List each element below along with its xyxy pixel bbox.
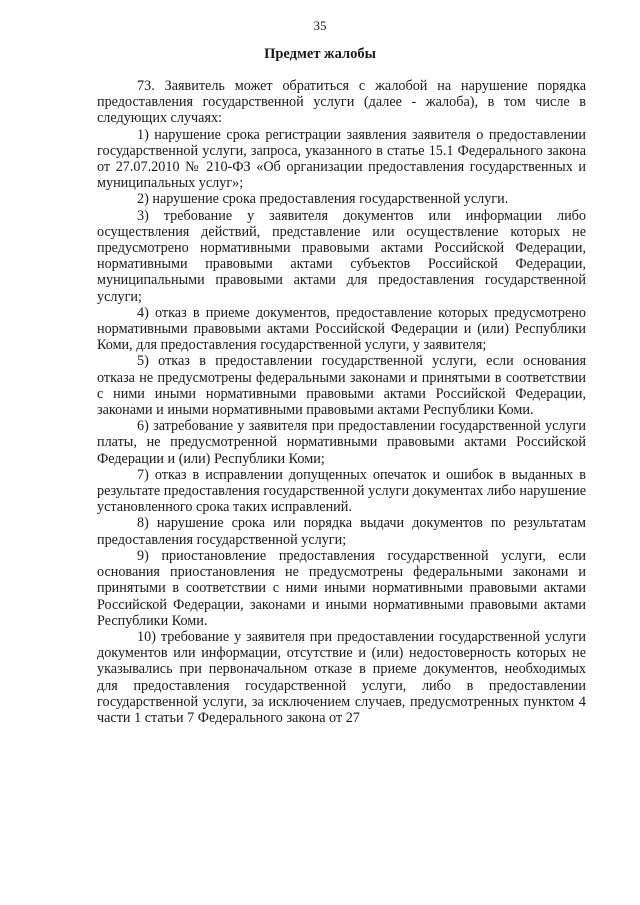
list-item-4: 4) отказ в приеме документов, предоставление которых предусмотрено нормативными правовыми актами Российской Федерации и (или) Республики Коми, для предоставления государственной услуги, у заявителя; <box>97 304 586 354</box>
section-heading: Предмет жалобы <box>264 46 376 62</box>
paragraph-73: 73. Заявитель может обратиться с жалобой на нарушение порядка предоставления государственной услуги (далее - жалоба), в том числе в следующих случаях: <box>97 78 586 127</box>
page-number: 35 <box>313 18 327 33</box>
list-item-9: 9) приостановление предоставления государственной услуги, если основания приостановления не предусмотрены федеральными законами и принятыми в соответствии с ними иными нормативными правовыми актами Российской Федерации, законами и иными нормативными правовыми актами Республики Коми. <box>97 547 586 629</box>
list-item-7: 7) отказ в исправлении допущенных опечаток и ошибок в выданных в результате предоставления государственной услуги документах либо нарушение установленного срока таких исправлений. <box>97 466 586 516</box>
list-item-6: 6) затребование у заявителя при предоставлении государственной услуги платы, не предусмотренной нормативными правовыми актами Российской Федерации и (или) Республики Коми; <box>97 418 586 467</box>
list-item-10: 10) требование у заявителя при предоставлении государственной услуги документов или информации, отсутствие и (или) недостоверность которых не указывались при первоначальном отказе в приеме документов, необходимых для предоставления государственной услуги, либо в предоставлении государственной услуги, за исключением случаев, предусмотренных пунктом 4 части 1 статьи 7 Федерального закона от 27 <box>97 628 586 726</box>
list-item-2: 2) нарушение срока предоставления государственной услуги. <box>137 191 509 208</box>
list-item-3: 3) требование у заявителя документов или информации либо осуществления действий, представление или осуществление которых не предусмотрено нормативными правовыми актами Российской Федерации, нормативными правовыми актами субъектов Российской Федерации, муниципальными правовыми актами для предоставления государственной услуги; <box>97 207 586 305</box>
document-body <box>97 78 586 726</box>
list-item-1: 1) нарушение срока регистрации заявления заявителя о предоставлении государственной услуги, запроса, указанного в статье 15.1 Федерального закона от 27.07.2010 № 210-ФЗ «Об организации предоставления государственных и муниципальных услуг»; <box>97 126 586 192</box>
list-item-8: 8) нарушение срока или порядка выдачи документов по результатам предоставления государственной услуги; <box>97 515 586 548</box>
list-item-5: 5) отказ в предоставлении государственной услуги, если основания отказа не предусмотрены федеральными законами и принятыми в соответствии с ними иными нормативными правовыми актами Российской Федерации, законами и иными нормативными правовыми актами Республики Коми. <box>97 353 586 419</box>
